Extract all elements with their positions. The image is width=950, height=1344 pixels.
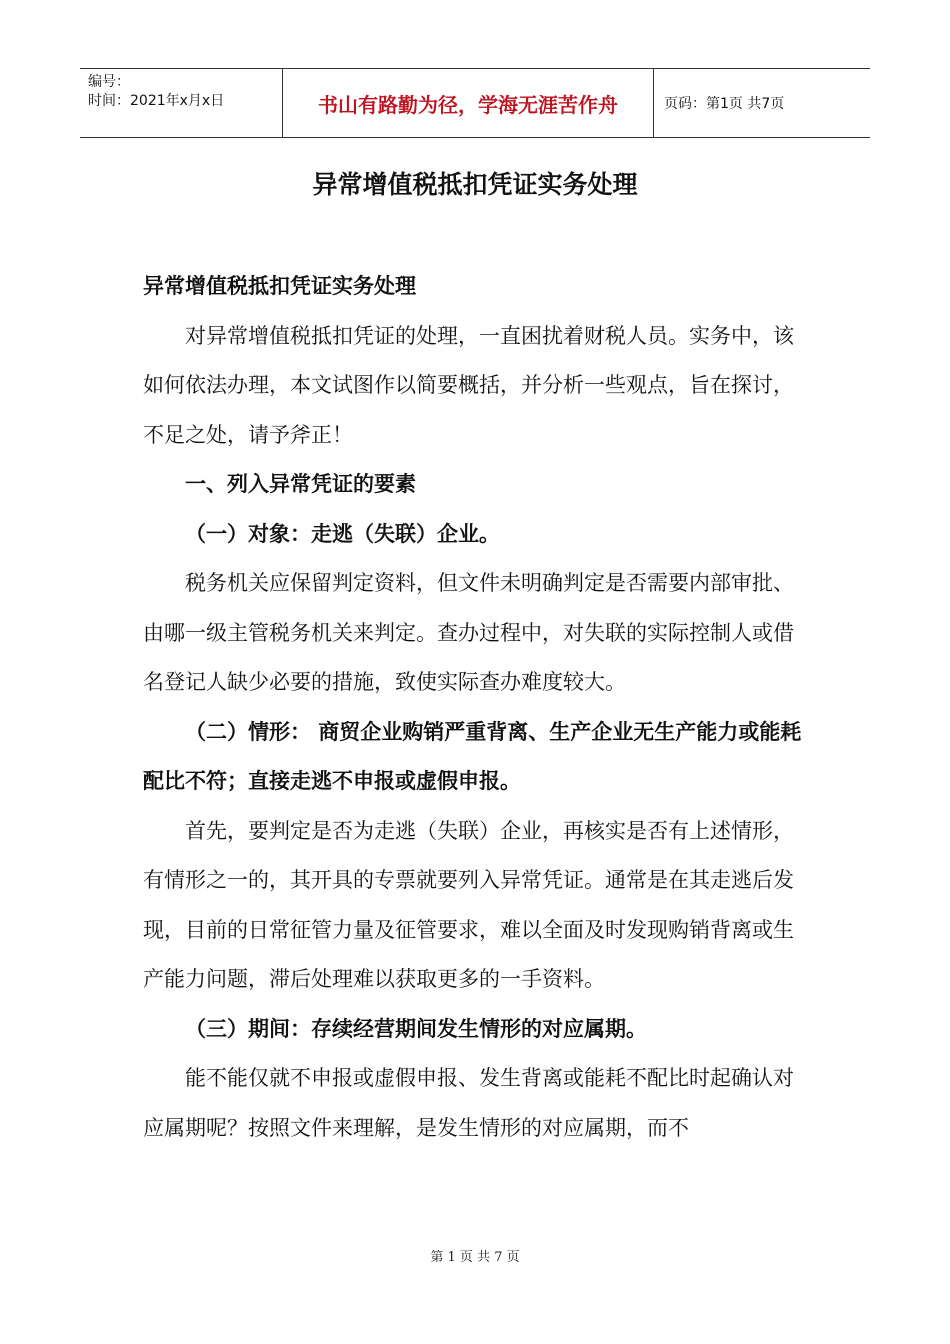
item-heading-2: （二）情形： 商贸企业购销严重背离、生产企业无生产能力或能耗配比不符；直接走逃不申报或虚假申报。 [143,719,802,793]
document-time-label: 时间：2021年x月x日 [88,93,225,109]
item-paragraph-2: 首先，要判定是否为走逃（失联）企业，再核实是否有上述情形，有情形之一的，其开具的专票就要列入异常凭证。通常是在其走逃后发现，目前的日常征管力量及征管要求，难以全面及时发现购销背离或生产能力问题，滞后处理难以获取更多的一手资料。 [143,818,794,991]
item-paragraph-1: 税务机关应保留判定资料，但文件未明确判定是否需要内部审批、由哪一级主管税务机关来判定。查办过程中，对失联的实际控制人或借名登记人缺少必要的措施，致使实际查办难度较大。 [143,571,794,694]
document-title: 异常增值税抵扣凭证实务处理 [312,170,638,199]
section-heading-1: 一、列入异常凭证的要素 [185,472,416,496]
header-motto: 书山有路勤为径，学海无涯苦作舟 [282,69,654,137]
item-paragraph-3: 能不能仅就不申报或虚假申报、发生背离或能耗不配比时起确认对应属期呢？按照文件来理解，是发生情形的对应属期，而不 [143,1066,794,1140]
header-table [80,68,870,138]
item-heading-1: （一）对象：走逃（失联）企业。 [185,521,500,546]
page-footer: 第 1 页 共 7 页 [430,1250,520,1265]
body-subtitle: 异常增值税抵扣凭证实务处理 [143,274,416,298]
intro-paragraph: 对异常增值税抵扣凭证的处理，一直困扰着财税人员。实务中，该如何依法办理，本文试图作以简要概括，并分析一些观点，旨在探讨，不足之处，请予斧正！ [143,323,794,447]
document-number-label: 编号： [88,74,130,90]
header-page-number: 页码：第1页 共7页 [664,96,785,112]
header-info [80,69,282,137]
document-body [143,262,808,1153]
item-heading-3: （三）期间：存续经营期间发生情形的对应属期。 [185,1016,647,1041]
